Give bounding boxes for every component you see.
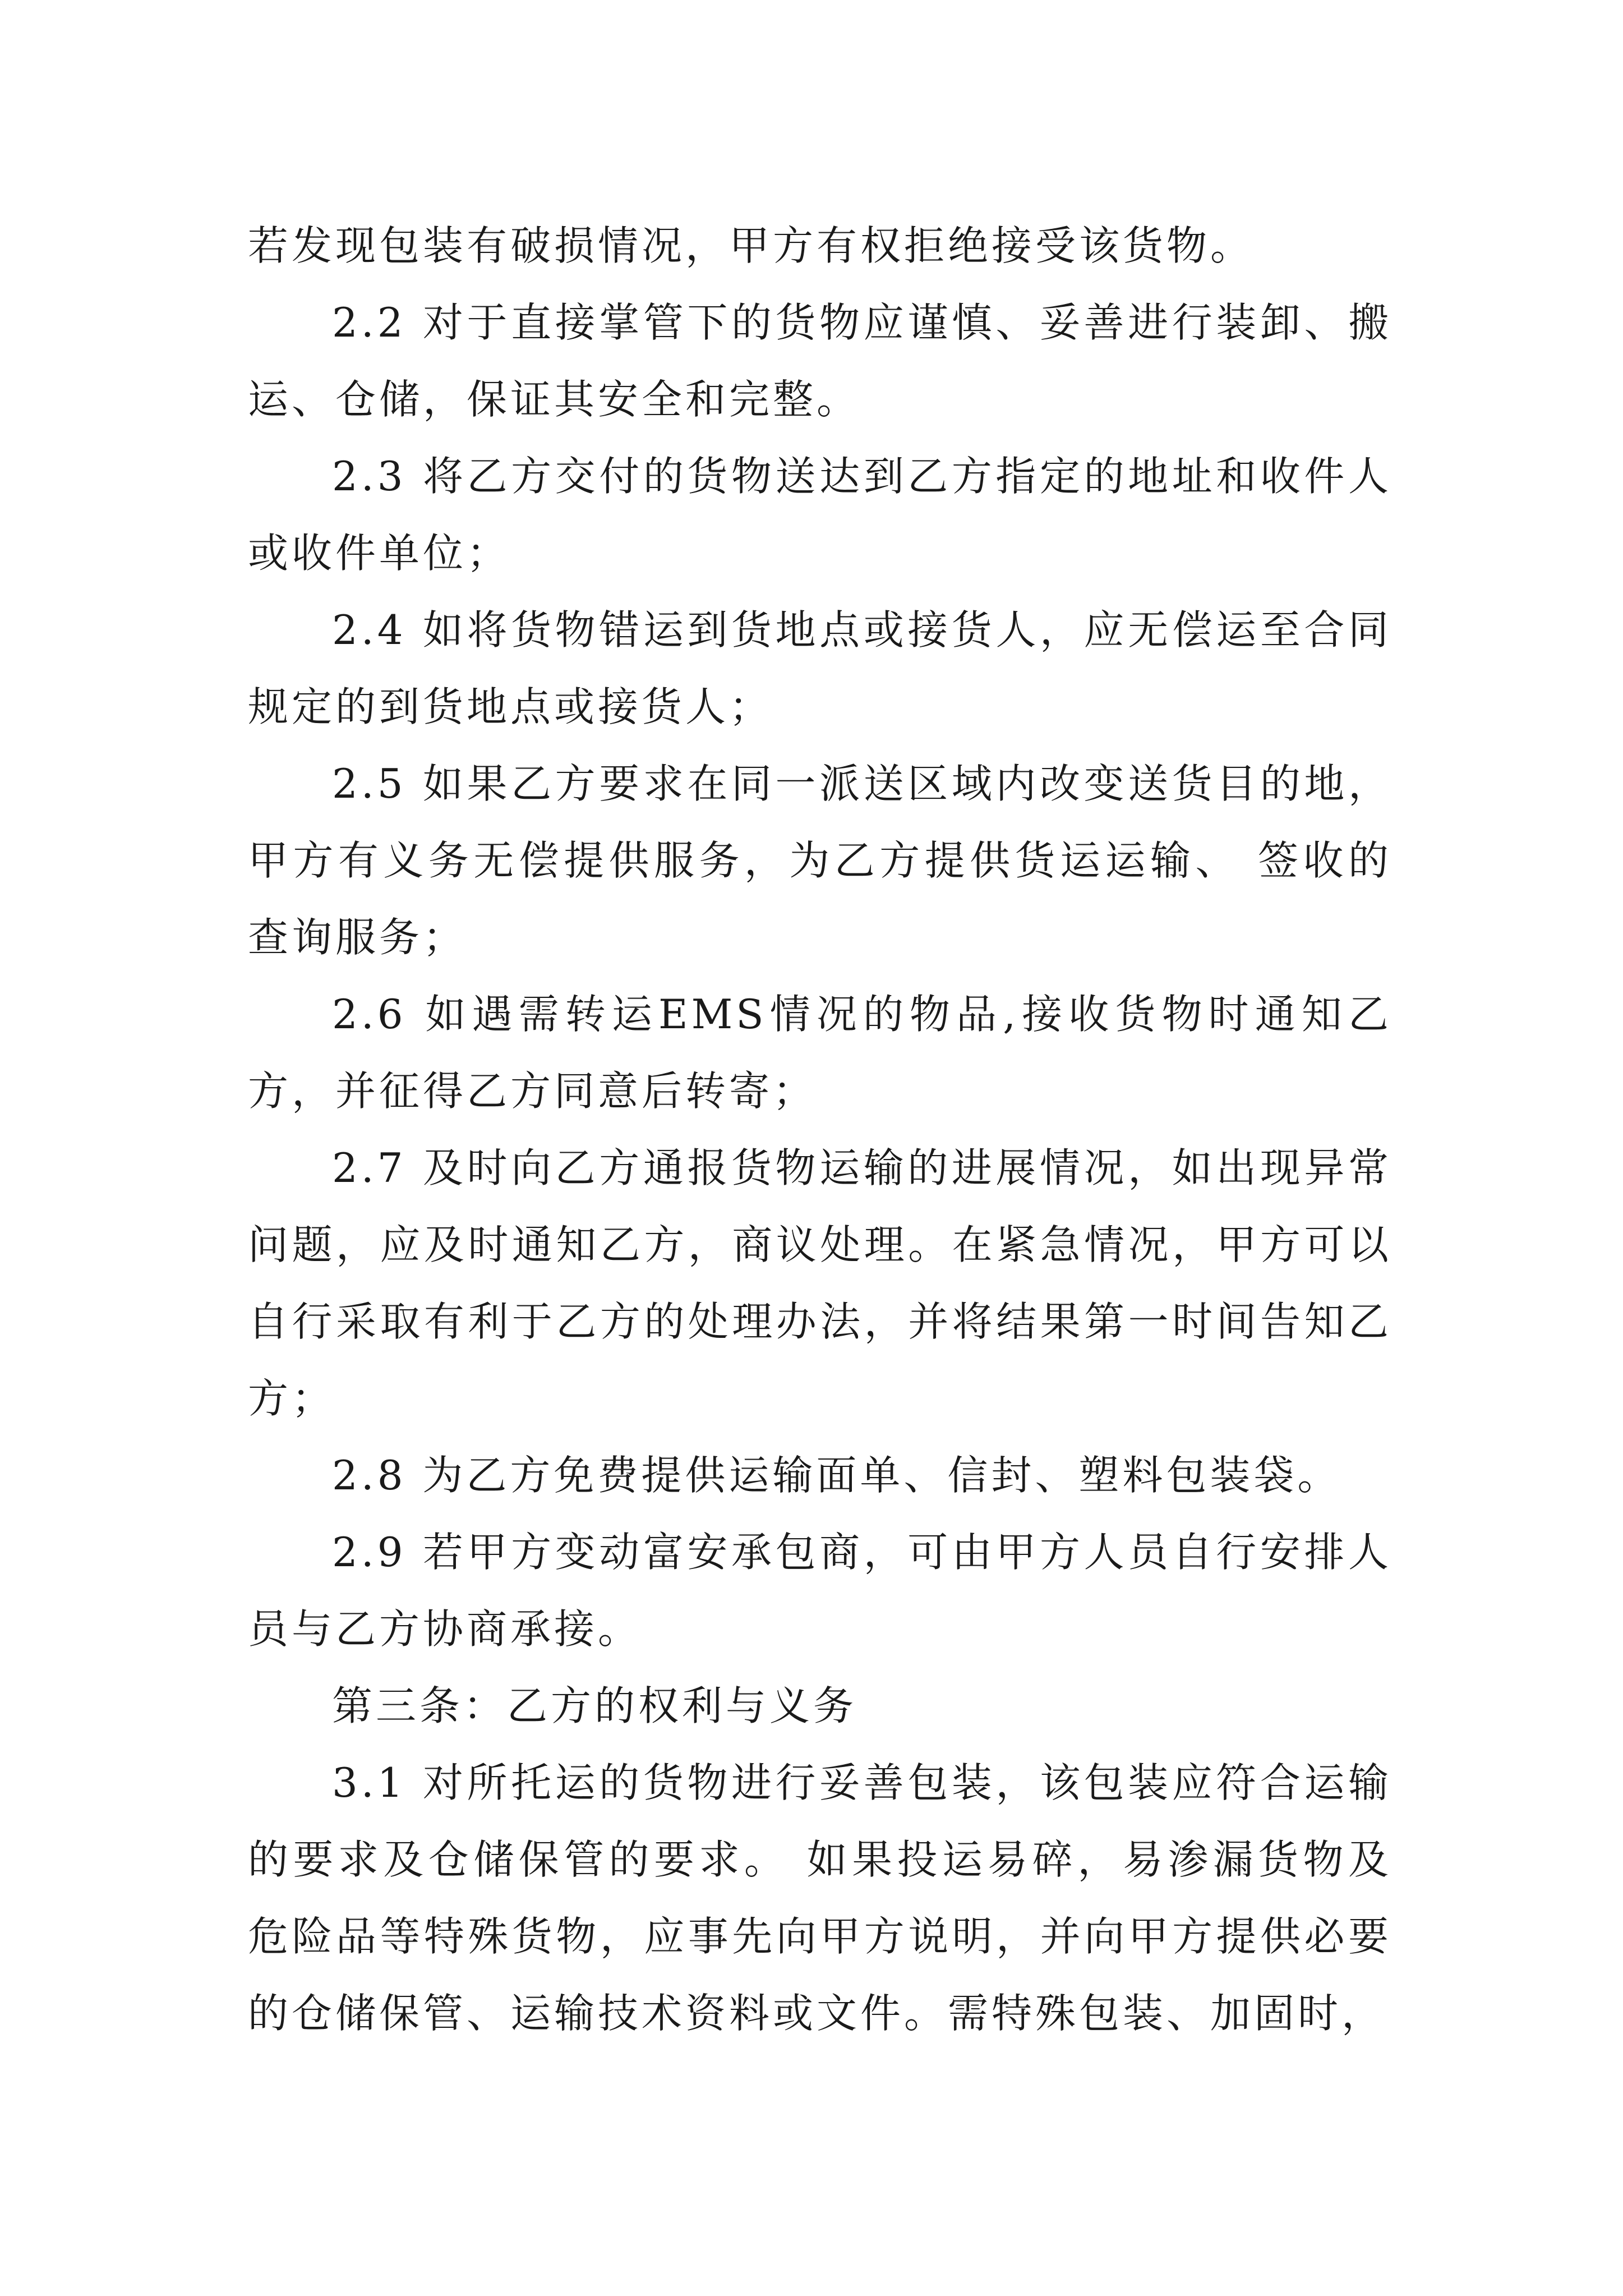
clause-2-8: 2.8 为乙方免费提供运输面单、信封、塑料包装袋。 — [332, 1452, 1341, 1499]
clause-2-9: 2.9 若甲方变动富安承包商，可由甲方人员自行安排人员与乙方协商承接。 — [248, 1529, 1392, 1653]
clause-2-7: 2.7 及时向乙方通报货物运输的进展情况，如出现异常问题，应及时通知乙方，商议处理。在紧急情况，甲方可以自行采取有利于乙方的处理办法，并将结果第一时间告知乙方； — [248, 1144, 1392, 1422]
clause-2-5: 2.5 如果乙方要求在同一派送区域内改变送货目的地，甲方有义务无偿提供服务，为乙方提供货运运输、 签收的查询服务； — [248, 760, 1392, 961]
paragraph-continuation: 若发现包装有破损情况，甲方有权拒绝接受该货物。 — [248, 222, 1255, 269]
clause-2-6: 2.6 如遇需转运EMS情况的物品,接收货物时通知乙方，并征得乙方同意后转寄； — [248, 991, 1392, 1115]
clause-2-3: 2.3 将乙方交付的货物送达到乙方指定的地址和收件人或收件单位； — [248, 453, 1392, 577]
clause-2-4: 2.4 如将货物错运到货地点或接货人，应无偿运至合同规定的到货地点或接货人； — [248, 606, 1392, 730]
clause-2-2: 2.2 对于直接掌管下的货物应谨慎、妥善进行装卸、搬运、仓储，保证其安全和完整。 — [248, 299, 1392, 423]
section-heading-article-3: 第三条：乙方的权利与义务 — [332, 1682, 857, 1729]
clause-3-1: 3.1 对所托运的货物进行妥善包装，该包装应符合运输的要求及仓储保管的要求。 如果投运易碎，易渗漏货物及危险品等特殊货物，应事先向甲方说明，并向甲方提供必要的仓储保管、运输技术资料或文件。需特殊包装、加固时， — [248, 1759, 1392, 2037]
document-body — [248, 208, 1392, 2052]
